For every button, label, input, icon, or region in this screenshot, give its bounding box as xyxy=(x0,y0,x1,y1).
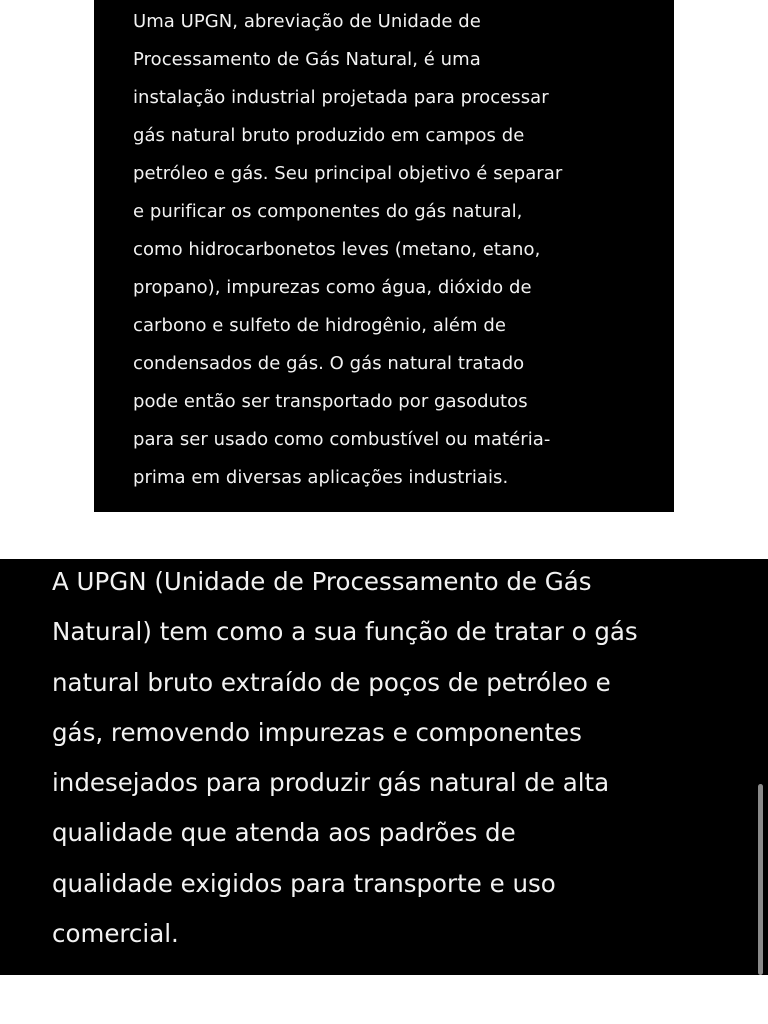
text-line: petróleo e gás. Seu principal objetivo é separar xyxy=(133,163,563,184)
message-text-top xyxy=(133,3,633,497)
text-line: gás natural bruto produzido em campos de xyxy=(133,125,525,146)
text-line: instalação industrial projetada para processar xyxy=(133,87,549,108)
message-card-bottom xyxy=(0,559,768,975)
text-line: pode então ser transportado por gasodutos xyxy=(133,391,528,412)
text-line: Natural) tem como a sua função de tratar o gás xyxy=(52,617,638,647)
text-line: e purificar os componentes do gás natural, xyxy=(133,201,523,222)
message-card-top xyxy=(94,0,674,512)
text-line: gás, removendo impurezas e componentes xyxy=(52,717,582,747)
text-line: Processamento de Gás Natural, é uma xyxy=(133,49,481,70)
text-line: condensados de gás. O gás natural tratado xyxy=(133,353,525,374)
text-line: qualidade exigidos para transporte e uso xyxy=(52,868,556,898)
scrollbar[interactable] xyxy=(758,784,763,975)
text-line: para ser usado como combustível ou matéria- xyxy=(133,429,551,450)
text-line: carbono e sulfeto de hidrogênio, além de xyxy=(133,315,506,336)
text-line: indesejados para produzir gás natural de alta xyxy=(52,768,610,798)
text-line: natural bruto extraído de poços de petróleo e xyxy=(52,667,611,697)
text-line: qualidade que atenda aos padrões de xyxy=(52,818,516,848)
text-line: Uma UPGN, abreviação de Unidade de xyxy=(133,11,481,32)
text-line: como hidrocarbonetos leves (metano, etano, xyxy=(133,239,541,260)
text-line: prima em diversas aplicações industriais. xyxy=(133,467,509,488)
text-line: propano), impurezas como água, dióxido de xyxy=(133,277,532,298)
message-text-bottom xyxy=(52,557,732,959)
text-line: A UPGN (Unidade de Processamento de Gás xyxy=(52,567,592,596)
text-line: comercial. xyxy=(52,919,179,949)
